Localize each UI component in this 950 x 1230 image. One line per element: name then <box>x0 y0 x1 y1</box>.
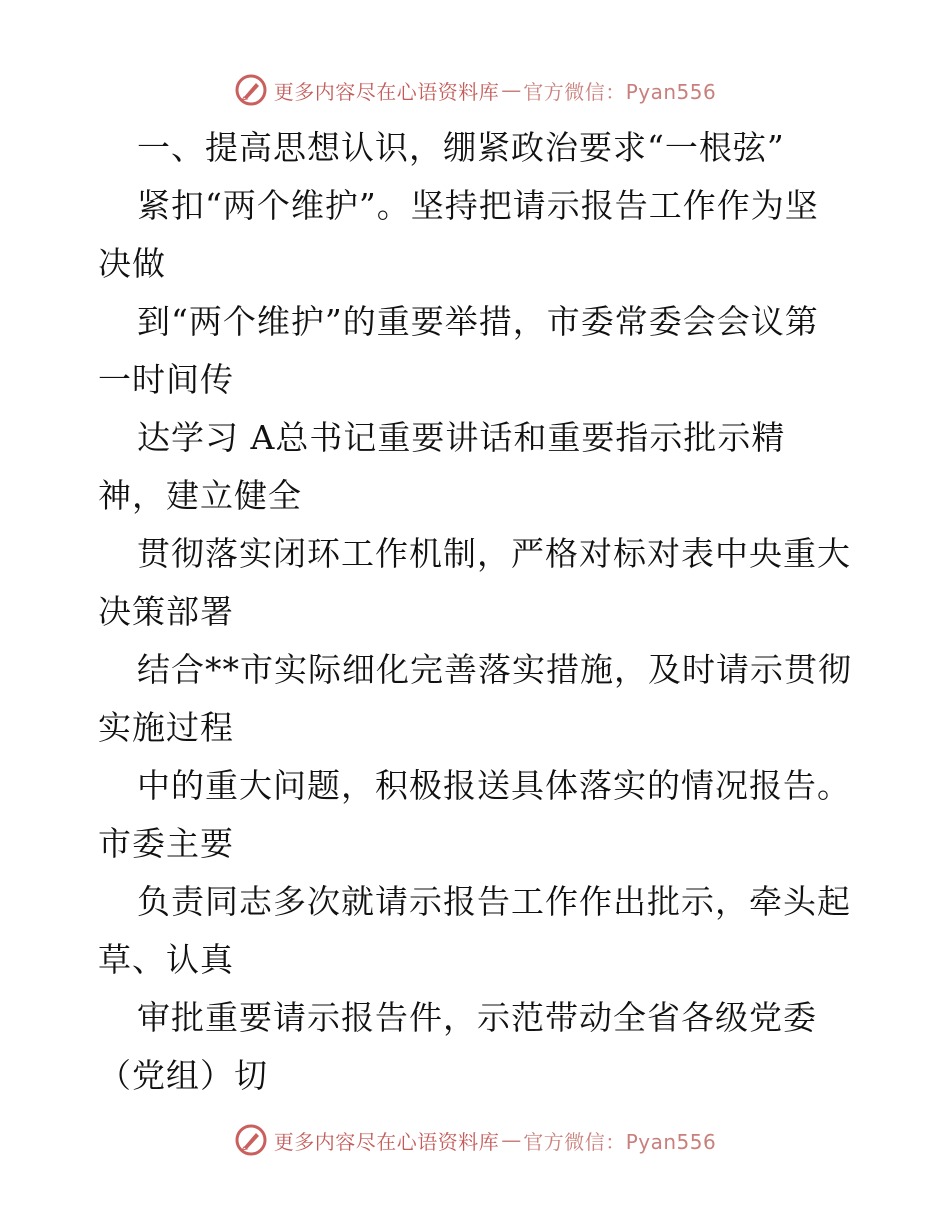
pen-nib-logo-icon <box>234 1123 268 1157</box>
watermark-separator: — <box>501 78 522 102</box>
paragraph-line: 中的重大问题，积极报送具体落实的情况报告。 <box>137 766 851 805</box>
watermark-separator: — <box>501 1128 522 1152</box>
paragraph-line: 负责同志多次就请示报告工作作出批示，牵头起 <box>137 882 851 921</box>
watermark-brand: 更多内容尽在心语资料库 <box>273 1129 500 1154</box>
paragraph-line: 紧扣“两个维护”。坚持把请示报告工作作为坚 <box>137 186 819 225</box>
paragraph-line: 贯彻落实闭环工作机制，严格对标对表中央重大 <box>137 534 851 573</box>
watermark-wechat: 官方微信：Pyan556 <box>523 1129 717 1154</box>
paragraph-line: 到“两个维护”的重要举措，市委常委会会议第 <box>137 302 819 341</box>
paragraph-line: 草、认真 <box>98 940 234 979</box>
paragraph-line: 决策部署 <box>98 592 234 631</box>
heading-line: 一、提高思想认识，绷紧政治要求“一根弦” <box>137 128 785 167</box>
paragraph-line: 市委主要 <box>98 824 234 863</box>
footer-watermark <box>0 1120 950 1160</box>
paragraph-line: 结合**市实际细化完善落实措施，及时请示贯彻 <box>137 650 852 689</box>
watermark-wechat: 官方微信：Pyan556 <box>523 79 717 104</box>
paragraph-line: 决做 <box>98 244 166 283</box>
paragraph-line: 一时间传 <box>98 360 234 399</box>
watermark-brand: 更多内容尽在心语资料库 <box>273 79 500 104</box>
paragraph-line: 实施过程 <box>98 708 234 747</box>
paragraph-line: 神，建立健全 <box>98 476 302 515</box>
paragraph-line: 审批重要请示报告件，示范带动全省各级党委 <box>137 998 817 1037</box>
paragraph-line: 达学习 A总书记重要讲话和重要指示批示精 <box>137 418 786 457</box>
paragraph-line: （党组）切 <box>98 1056 268 1095</box>
